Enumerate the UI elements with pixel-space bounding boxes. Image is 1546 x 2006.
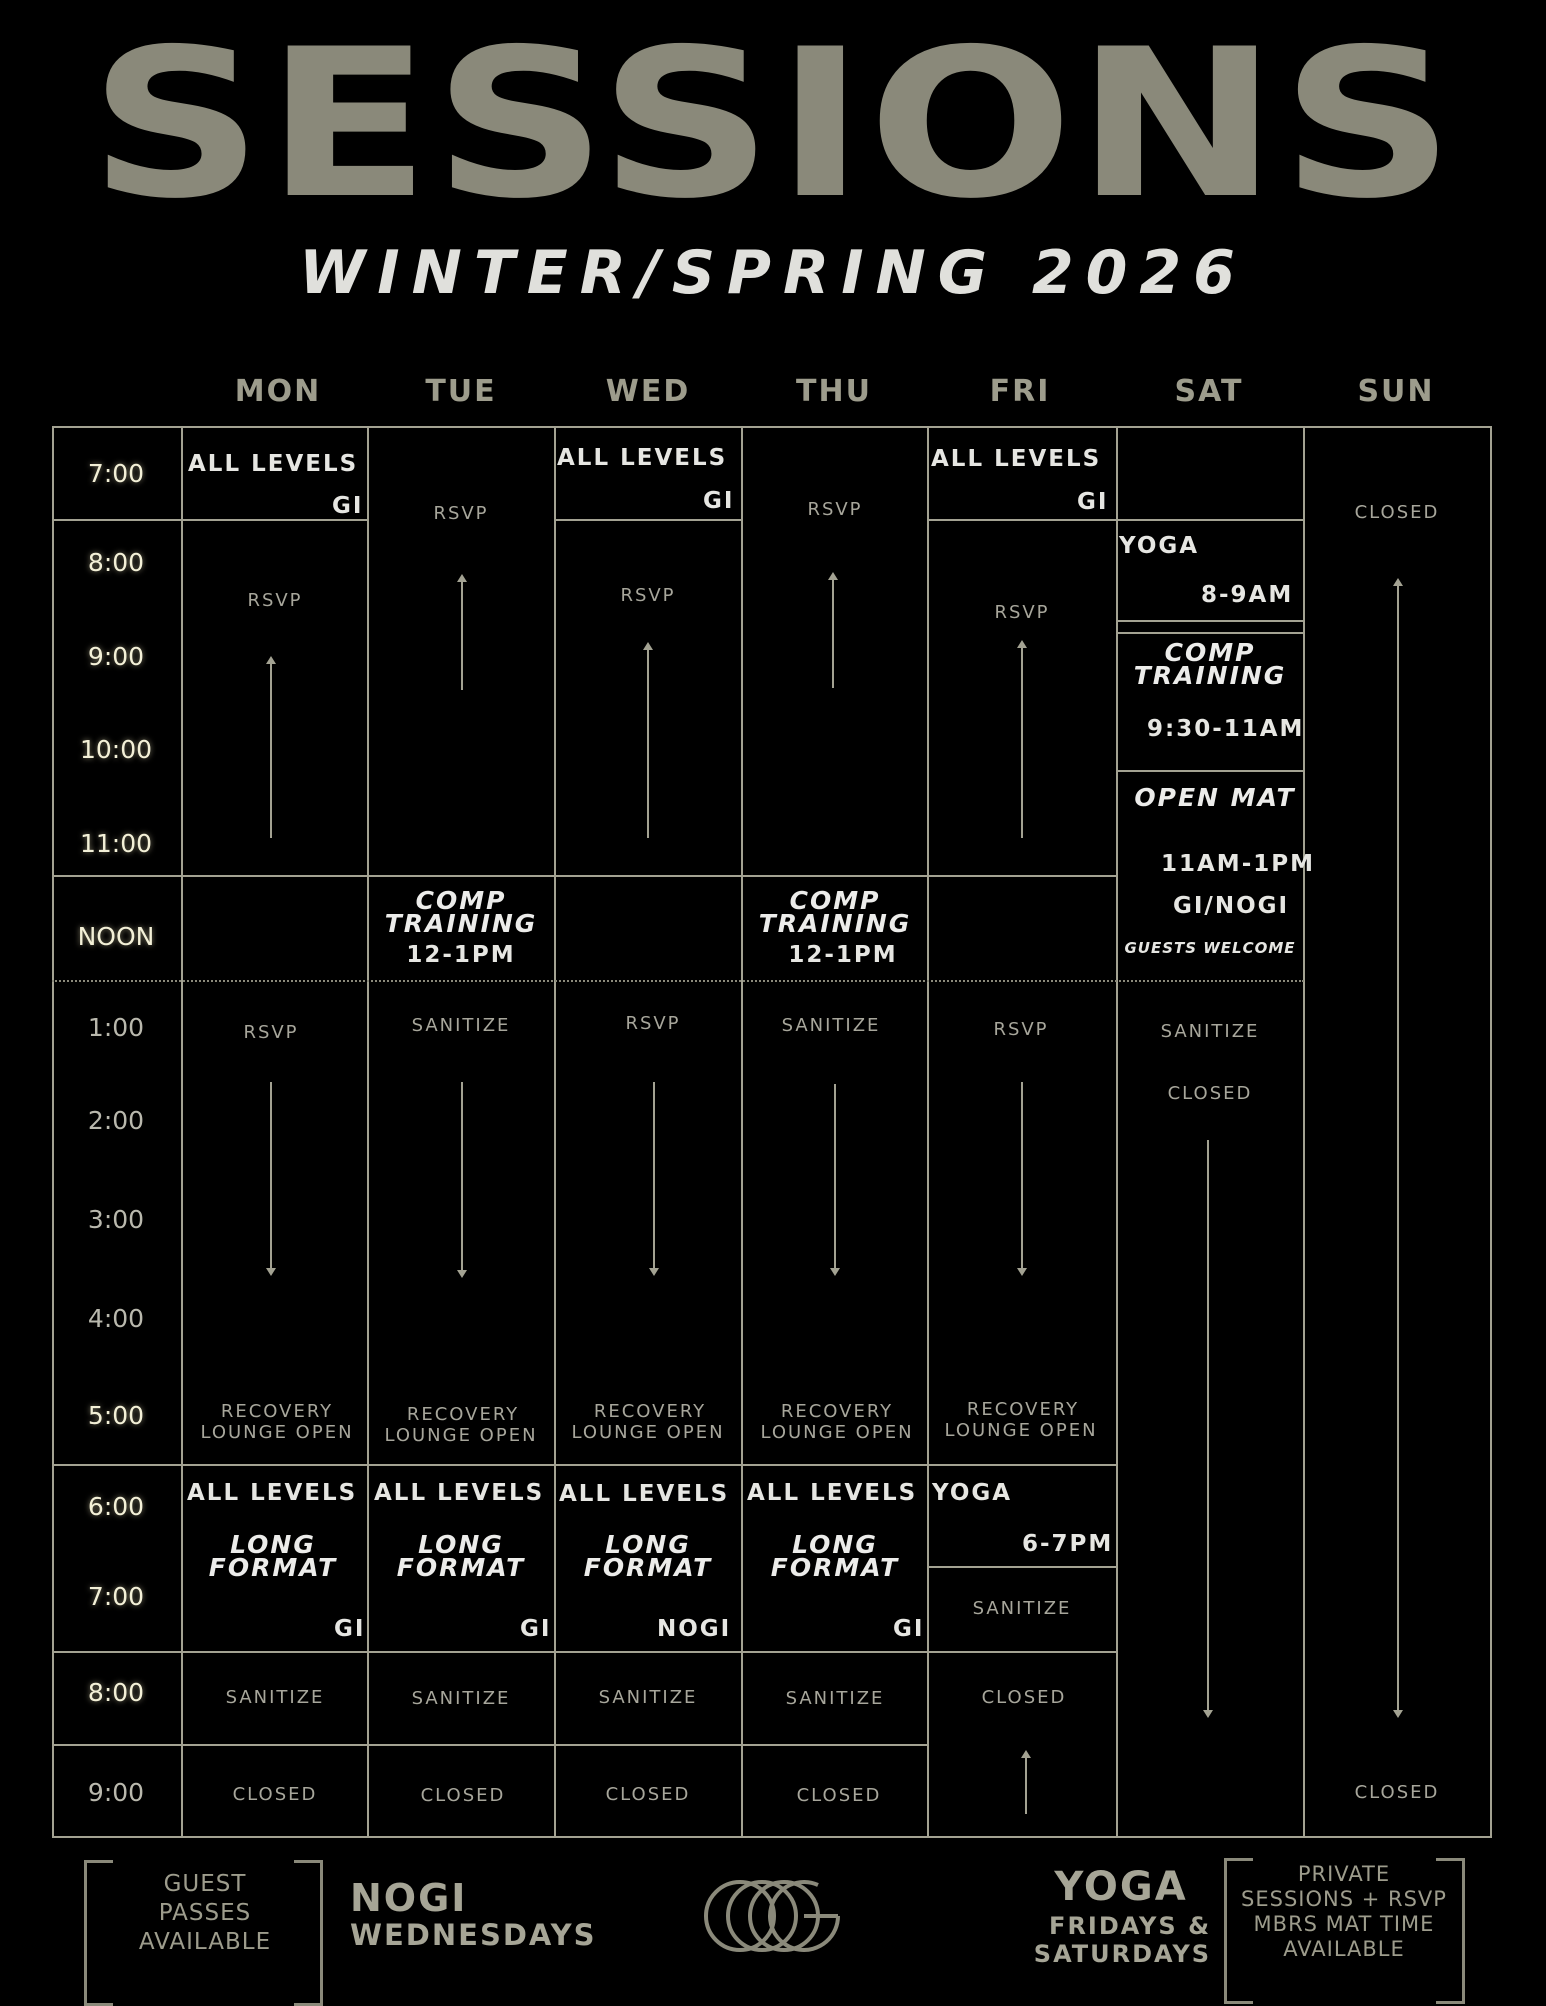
recovery-label: LOUNGE OPEN bbox=[571, 1422, 725, 1443]
rsvp-label: RSVP bbox=[243, 1022, 299, 1043]
row-divider bbox=[367, 1744, 556, 1746]
time-label: 9:00 bbox=[87, 642, 145, 671]
row-divider bbox=[554, 519, 743, 521]
arrow-up-icon bbox=[647, 644, 649, 838]
private-sessions-line: SESSIONS + RSVP bbox=[1241, 1887, 1447, 1911]
recovery-label: RECOVERY bbox=[220, 1401, 334, 1422]
time-label: 8:00 bbox=[87, 1678, 145, 1707]
arrow-up-icon bbox=[1025, 1752, 1027, 1814]
class-level-label: ALL LEVELS bbox=[557, 445, 728, 471]
comp-time-label: 12-1PM bbox=[406, 942, 516, 968]
recovery-label: RECOVERY bbox=[406, 1404, 520, 1425]
long-format-label: FORMAT bbox=[770, 1553, 900, 1582]
nogi-footer-label: NOGI bbox=[350, 1876, 468, 1920]
guest-passes-line: AVAILABLE bbox=[138, 1929, 272, 1955]
bracket-left-icon bbox=[84, 1860, 113, 2006]
class-level-label: ALL LEVELS bbox=[559, 1481, 730, 1507]
class-level-label: ALL LEVELS bbox=[747, 1480, 918, 1506]
sanitize-label: SANITIZE bbox=[785, 1688, 885, 1709]
grid-top-border bbox=[52, 426, 1492, 428]
column-divider bbox=[181, 426, 183, 1838]
arrow-up-icon bbox=[832, 574, 834, 688]
yoga-footer-label: FRIDAYS & bbox=[1049, 1912, 1211, 1940]
row-divider bbox=[741, 1464, 929, 1466]
rsvp-label: RSVP bbox=[433, 503, 489, 524]
day-header-thu: THU bbox=[796, 374, 872, 409]
comp-training-label: COMP bbox=[415, 886, 507, 915]
rsvp-label: RSVP bbox=[625, 1013, 681, 1034]
row-divider bbox=[927, 519, 1118, 521]
long-format-label: LONG bbox=[230, 1530, 316, 1559]
guests-welcome-label: GUESTS WELCOME bbox=[1124, 939, 1296, 957]
day-header-sun: SUN bbox=[1357, 374, 1435, 409]
comp-training-label: COMP bbox=[789, 886, 881, 915]
open-mat-time-label: 11AM-1PM bbox=[1161, 851, 1315, 877]
sanitize-label: SANITIZE bbox=[411, 1015, 511, 1036]
row-divider bbox=[52, 1464, 182, 1466]
column-divider bbox=[1116, 426, 1118, 1838]
recovery-label: RECOVERY bbox=[593, 1401, 707, 1422]
rsvp-label: RSVP bbox=[620, 585, 676, 606]
time-label: 3:00 bbox=[87, 1205, 145, 1234]
grid-right-border bbox=[1490, 426, 1492, 1838]
row-divider bbox=[367, 1464, 556, 1466]
gi-nogi-label: GI/NOGI bbox=[1173, 893, 1290, 919]
row-divider bbox=[927, 1566, 1118, 1568]
recovery-label: LOUNGE OPEN bbox=[760, 1422, 914, 1443]
long-format-label: LONG bbox=[418, 1530, 504, 1559]
row-divider bbox=[181, 875, 369, 877]
column-divider bbox=[927, 426, 929, 1838]
day-header-tue: TUE bbox=[425, 374, 497, 409]
row-divider bbox=[741, 1651, 929, 1653]
gi-label: GI bbox=[703, 488, 735, 514]
private-sessions-line: AVAILABLE bbox=[1283, 1937, 1405, 1961]
rsvp-label: RSVP bbox=[807, 499, 863, 520]
row-divider bbox=[181, 1744, 369, 1746]
closed-label: CLOSED bbox=[420, 1785, 506, 1806]
comp-time-label: 12-1PM bbox=[788, 942, 898, 968]
gi-label: GI bbox=[334, 1616, 366, 1642]
sanitize-label: SANITIZE bbox=[781, 1015, 881, 1036]
row-divider bbox=[1116, 519, 1305, 521]
comp-training-label: TRAINING bbox=[1133, 661, 1287, 690]
page-title: SESSIONS bbox=[88, 6, 1458, 244]
class-level-label: ALL LEVELS bbox=[187, 1480, 358, 1506]
yoga-label: YOGA bbox=[1119, 533, 1200, 559]
rsvp-label: RSVP bbox=[993, 1019, 1049, 1040]
time-label: 4:00 bbox=[87, 1304, 145, 1333]
open-mat-label: OPEN MAT bbox=[1134, 783, 1296, 812]
gi-label: GI bbox=[332, 493, 364, 519]
row-divider bbox=[554, 875, 743, 877]
recovery-label: LOUNGE OPEN bbox=[384, 1425, 538, 1446]
gi-label: GI bbox=[1077, 489, 1109, 515]
long-format-label: LONG bbox=[792, 1530, 878, 1559]
arrow-up-icon bbox=[270, 658, 272, 838]
gym-logo-icon bbox=[700, 1874, 846, 1958]
row-divider bbox=[927, 1464, 1118, 1466]
class-level-label: ALL LEVELS bbox=[931, 446, 1102, 472]
time-label: 11:00 bbox=[79, 829, 153, 858]
recovery-label: LOUNGE OPEN bbox=[944, 1420, 1098, 1441]
gi-label: GI bbox=[893, 1616, 925, 1642]
column-divider bbox=[741, 426, 743, 1838]
column-divider bbox=[554, 426, 556, 1838]
sanitize-label: SANITIZE bbox=[1160, 1021, 1260, 1042]
row-divider bbox=[741, 875, 929, 877]
row-divider bbox=[554, 1651, 743, 1653]
arrow-down-icon bbox=[1397, 1600, 1399, 1716]
yoga-time-label: 8-9AM bbox=[1201, 582, 1294, 608]
arrow-down-icon bbox=[461, 1082, 463, 1276]
long-format-label: FORMAT bbox=[208, 1553, 338, 1582]
day-header-mon: MON bbox=[234, 374, 322, 409]
day-header-sat: SAT bbox=[1174, 374, 1244, 409]
closed-label: CLOSED bbox=[796, 1785, 882, 1806]
arrow-down-icon bbox=[270, 1082, 272, 1274]
row-divider bbox=[1116, 632, 1305, 634]
row-divider bbox=[52, 1744, 182, 1746]
row-divider bbox=[367, 1651, 556, 1653]
yoga-label: YOGA bbox=[932, 1480, 1013, 1506]
sanitize-label: SANITIZE bbox=[972, 1598, 1072, 1619]
arrow-up-icon bbox=[461, 576, 463, 690]
closed-label: CLOSED bbox=[1167, 1083, 1253, 1104]
sanitize-label: SANITIZE bbox=[225, 1687, 325, 1708]
private-sessions-line: MBRS MAT TIME bbox=[1253, 1912, 1435, 1936]
row-divider bbox=[52, 875, 182, 877]
noon-dotted-line bbox=[52, 980, 1304, 982]
arrow-down-icon bbox=[834, 1084, 836, 1274]
arrow-down-icon bbox=[1207, 1140, 1209, 1716]
gi-label: GI bbox=[520, 1616, 552, 1642]
arrow-up-icon bbox=[1397, 580, 1399, 714]
sun-arrow-shaft bbox=[1397, 712, 1399, 1716]
class-level-label: ALL LEVELS bbox=[188, 451, 359, 477]
nogi-footer-label: WEDNESDAYS bbox=[350, 1918, 597, 1952]
time-label: 7:00 bbox=[87, 459, 145, 488]
time-label: NOON bbox=[77, 922, 155, 951]
row-divider bbox=[554, 1464, 743, 1466]
recovery-label: RECOVERY bbox=[966, 1399, 1080, 1420]
grid-bottom-border bbox=[52, 1836, 1492, 1838]
sanitize-label: SANITIZE bbox=[598, 1687, 698, 1708]
row-divider bbox=[52, 1651, 182, 1653]
rsvp-label: RSVP bbox=[994, 602, 1050, 623]
long-format-label: FORMAT bbox=[396, 1553, 526, 1582]
guest-passes-line: PASSES bbox=[158, 1900, 252, 1926]
class-level-label: ALL LEVELS bbox=[374, 1480, 545, 1506]
long-format-label: FORMAT bbox=[583, 1553, 713, 1582]
column-divider bbox=[1303, 426, 1305, 1838]
row-divider bbox=[52, 519, 182, 521]
day-header-fri: FRI bbox=[989, 374, 1051, 409]
yoga-footer-label: SATURDAYS bbox=[1033, 1940, 1211, 1968]
closed-label: CLOSED bbox=[232, 1784, 318, 1805]
comp-training-label: COMP bbox=[1164, 638, 1256, 667]
page-subtitle: WINTER/SPRING 2026 bbox=[299, 238, 1247, 308]
time-label: 5:00 bbox=[87, 1401, 145, 1430]
sanitize-label: SANITIZE bbox=[411, 1688, 511, 1709]
time-label: 10:00 bbox=[79, 735, 153, 764]
row-divider bbox=[181, 519, 369, 521]
comp-time-label: 9:30-11AM bbox=[1147, 716, 1305, 742]
nogi-label: NOGI bbox=[657, 1616, 732, 1642]
arrow-down-icon bbox=[1021, 1082, 1023, 1274]
column-divider bbox=[367, 426, 369, 1838]
arrow-down-icon bbox=[653, 1082, 655, 1274]
day-header-wed: WED bbox=[605, 374, 691, 409]
closed-label: CLOSED bbox=[981, 1687, 1067, 1708]
guest-passes-line: GUEST bbox=[163, 1871, 247, 1897]
closed-label: CLOSED bbox=[605, 1784, 691, 1805]
row-divider bbox=[554, 1744, 743, 1746]
long-format-label: LONG bbox=[605, 1530, 691, 1559]
closed-label: CLOSED bbox=[1354, 502, 1440, 523]
yoga-time-label: 6-7PM bbox=[1022, 1531, 1114, 1557]
row-divider bbox=[1116, 770, 1305, 772]
row-divider bbox=[927, 1651, 1118, 1653]
row-divider bbox=[1116, 620, 1305, 622]
recovery-label: RECOVERY bbox=[780, 1401, 894, 1422]
yoga-footer-label: YOGA bbox=[1054, 1864, 1188, 1910]
row-divider bbox=[181, 1464, 369, 1466]
time-label: 1:00 bbox=[87, 1013, 145, 1042]
private-sessions-line: PRIVATE bbox=[1297, 1862, 1391, 1886]
recovery-label: LOUNGE OPEN bbox=[200, 1422, 354, 1443]
time-label: 9:00 bbox=[87, 1778, 145, 1807]
time-label: 2:00 bbox=[87, 1106, 145, 1135]
time-label: 6:00 bbox=[87, 1492, 145, 1521]
comp-training-label: TRAINING bbox=[384, 909, 538, 938]
rsvp-label: RSVP bbox=[247, 590, 303, 611]
closed-label: CLOSED bbox=[1354, 1782, 1440, 1803]
row-divider bbox=[367, 875, 556, 877]
arrow-up-icon bbox=[1021, 642, 1023, 838]
time-label: 7:00 bbox=[87, 1582, 145, 1611]
comp-training-label: TRAINING bbox=[758, 909, 912, 938]
row-divider bbox=[741, 1744, 929, 1746]
row-divider bbox=[927, 875, 1118, 877]
row-divider bbox=[181, 1651, 369, 1653]
time-label: 8:00 bbox=[87, 548, 145, 577]
